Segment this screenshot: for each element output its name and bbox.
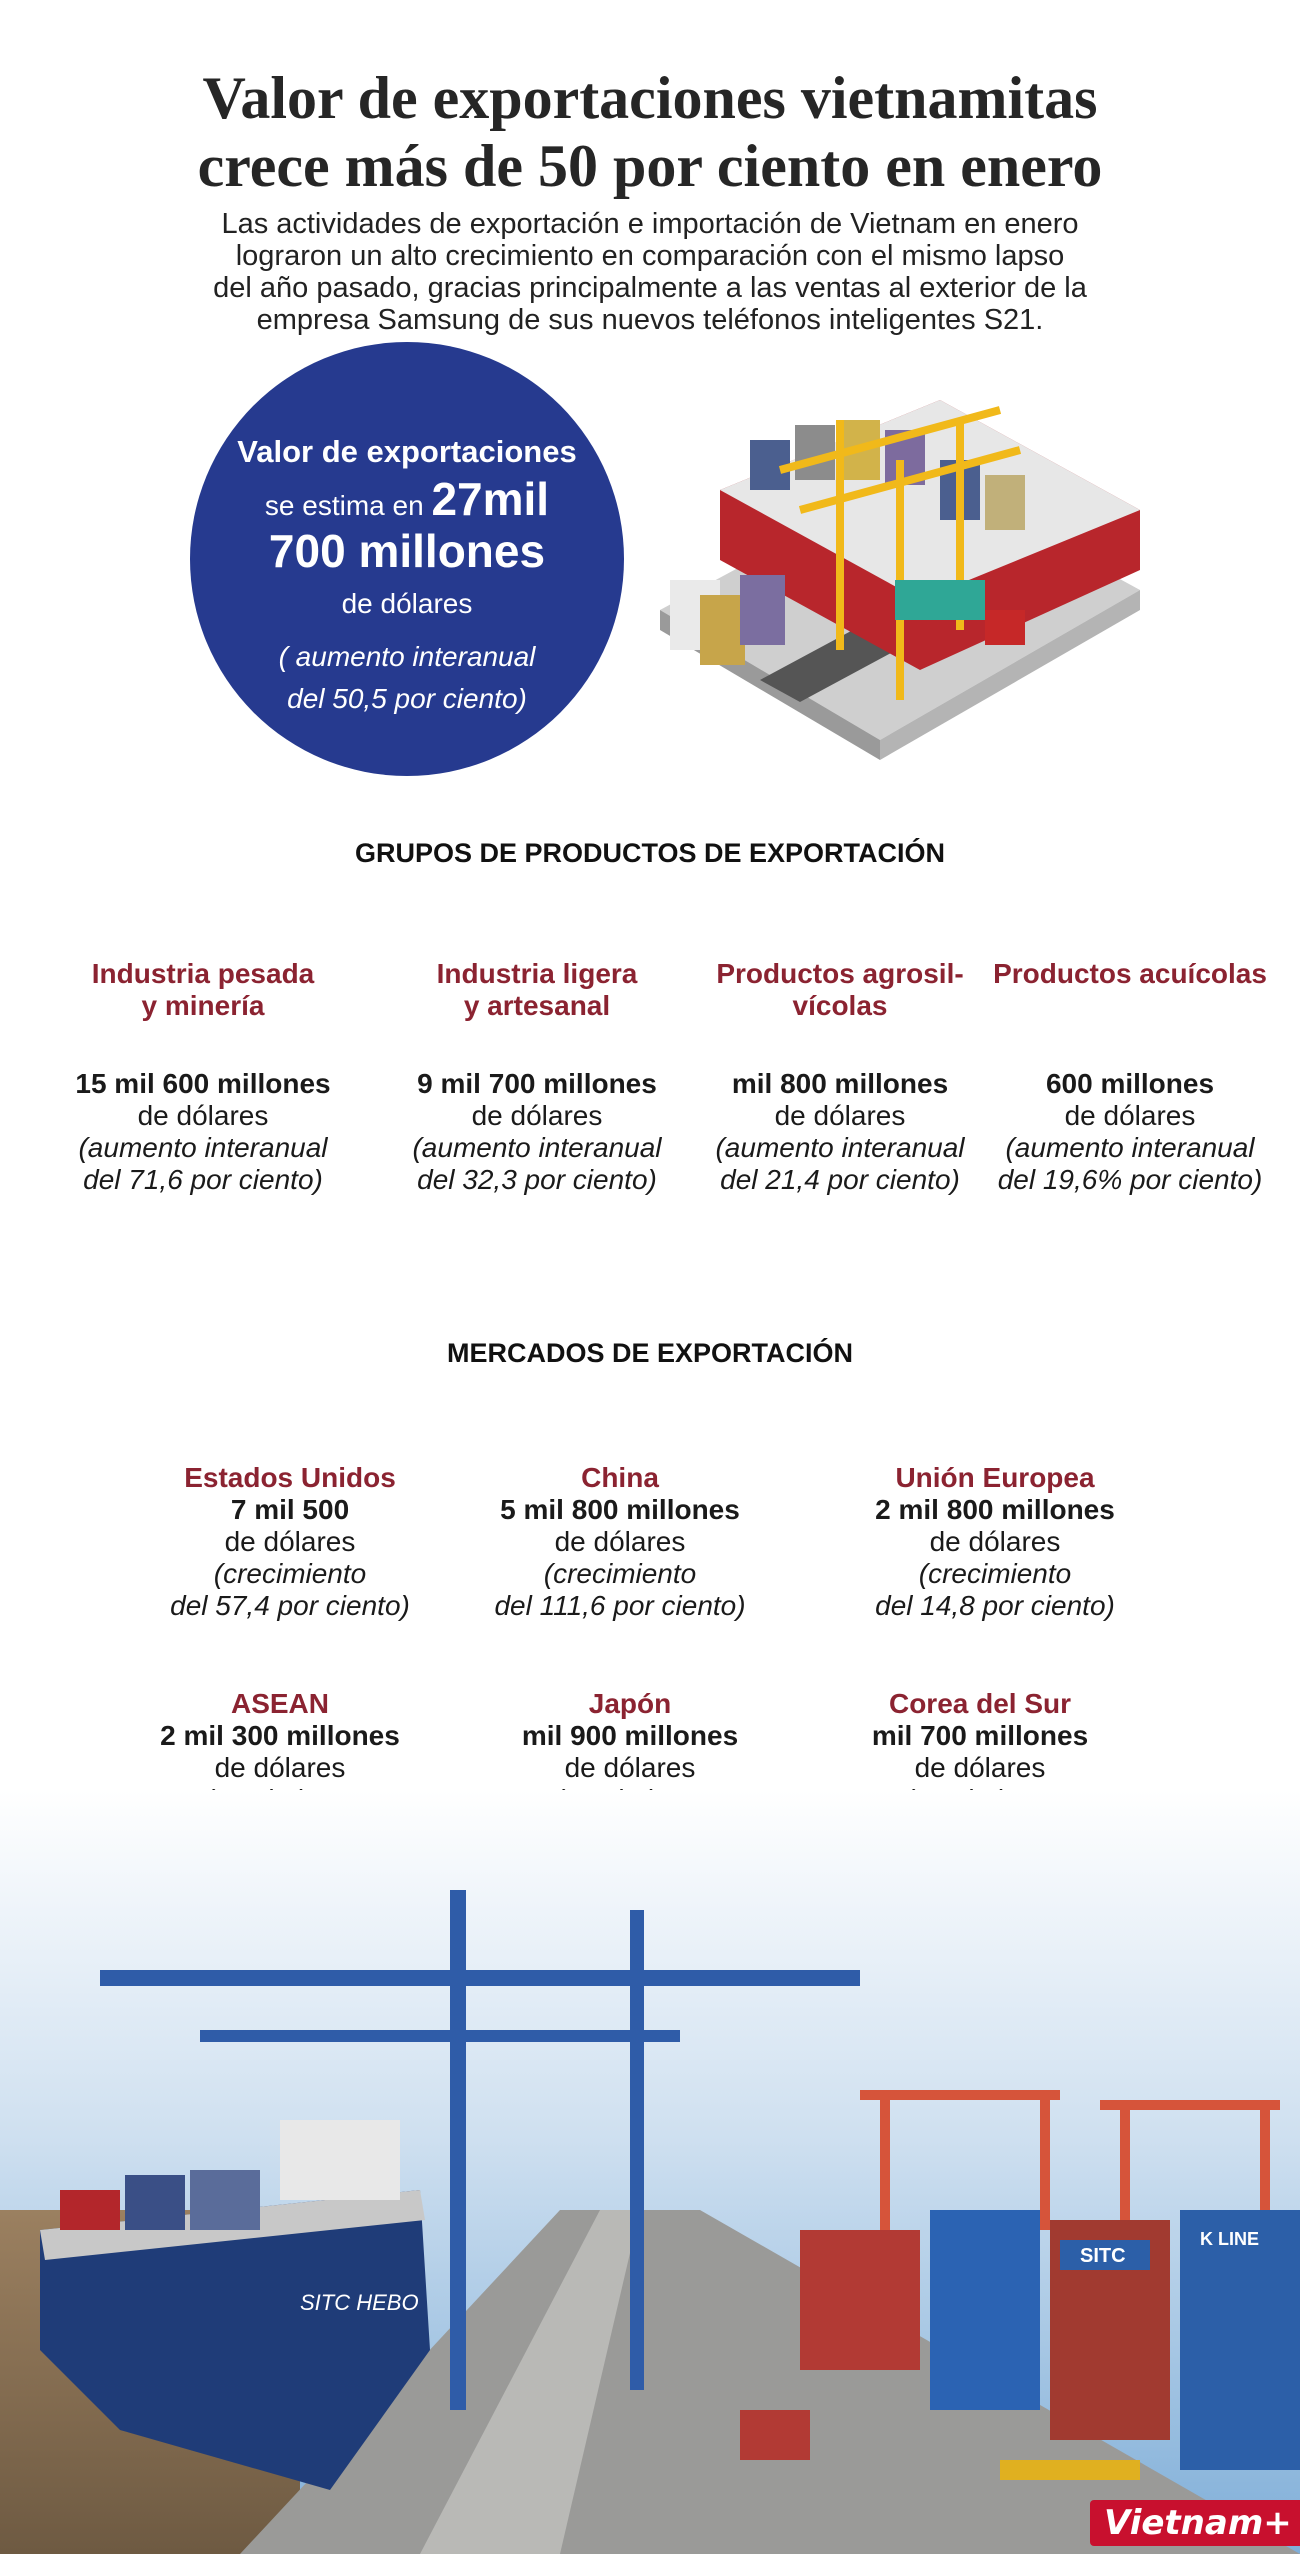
circle-line-4: de dólares — [341, 588, 473, 619]
product-name-line: y artesanal — [463, 990, 611, 1021]
market-growth-2: del 57,4 por ciento) — [170, 1590, 410, 1621]
product-growth-2: del 71,6 por ciento) — [83, 1164, 323, 1195]
product-growth-2: del 21,4 por ciento) — [720, 1164, 960, 1195]
product-name-line: vícolas — [792, 990, 888, 1021]
product-item-agroforestry — [695, 958, 985, 1196]
product-unit: de dólares — [137, 1100, 269, 1131]
market-value: 7 mil 500 — [230, 1494, 350, 1525]
circle-growth-1: ( aumento interanual — [278, 641, 536, 672]
market-unit: de dólares — [914, 1752, 1046, 1783]
intro-line: del año pasado, gracias principalmente a las ventas al exterior de la — [213, 272, 1087, 304]
market-growth-1: (crecimiento — [918, 1558, 1072, 1589]
product-growth-2: del 32,3 por ciento) — [417, 1164, 657, 1195]
product-growth-1: (aumento interanual — [412, 1132, 662, 1163]
market-value: 2 mil 800 millones — [875, 1494, 1115, 1525]
market-name: Unión Europea — [895, 1462, 1095, 1493]
market-growth-2: del 14,8 por ciento) — [875, 1590, 1115, 1621]
title-line-2: crece más de 50 por ciento en enero — [197, 133, 1103, 199]
market-growth-2: del 111,6 por ciento) — [494, 1590, 746, 1621]
port-illustration — [640, 380, 1160, 820]
product-unit: de dólares — [1064, 1100, 1196, 1131]
market-name: Estados Unidos — [184, 1462, 396, 1493]
product-name-line: Industria ligera — [436, 958, 638, 989]
market-name: China — [581, 1462, 659, 1493]
container-label-sitc: SITC — [1080, 2245, 1126, 2267]
market-growth-1: (crecimiento — [213, 1558, 367, 1589]
product-unit: de dólares — [471, 1100, 603, 1131]
product-growth-1: (aumento interanual — [78, 1132, 328, 1163]
product-value: 9 mil 700 millones — [417, 1068, 657, 1099]
circle-number: 27mil — [431, 473, 550, 525]
circle-growth — [190, 636, 624, 720]
product-unit: de dólares — [774, 1100, 906, 1131]
market-value: mil 700 millones — [871, 1720, 1089, 1751]
market-unit: de dólares — [564, 1752, 696, 1783]
market-name: Japón — [588, 1688, 672, 1719]
product-value: mil 800 millones — [731, 1068, 949, 1099]
page-title — [0, 64, 1300, 200]
market-item-usa — [125, 1462, 455, 1622]
product-name — [695, 958, 985, 1068]
product-growth-1: (aumento interanual — [715, 1132, 965, 1163]
port-photo — [0, 1790, 1300, 2554]
markets-heading: MERCADOS DE EXPORTACIÓN — [446, 1338, 854, 1368]
market-name: Corea del Sur — [888, 1688, 1072, 1719]
market-name: ASEAN — [230, 1688, 329, 1719]
ship-name-label: SITC HEBO — [300, 2290, 419, 2315]
market-growth-1: (crecimiento — [543, 1558, 697, 1589]
product-value: 15 mil 600 millones — [75, 1068, 331, 1099]
market-unit: de dólares — [224, 1526, 356, 1557]
intro-line: lograron un alto crecimiento en comparación con el mismo lapso — [235, 240, 1065, 272]
market-unit: de dólares — [554, 1526, 686, 1557]
product-name-line: y minería — [141, 990, 265, 1021]
product-name-line: Productos agrosil- — [716, 958, 964, 989]
container-label-kline: K LINE — [1200, 2229, 1260, 2249]
circle-line-1: Valor de exportaciones — [237, 434, 577, 469]
intro-line: Las actividades de exportación e importación de Vietnam en enero — [221, 208, 1079, 240]
market-unit: de dólares — [929, 1526, 1061, 1557]
product-name-line: Productos acuícolas — [993, 958, 1267, 989]
circle-prefix: se estima en — [264, 490, 432, 521]
product-item-heavy-industry — [58, 958, 348, 1196]
market-value: mil 900 millones — [521, 1720, 739, 1751]
product-name — [58, 958, 348, 1068]
intro-line: empresa Samsung de sus nuevos teléfonos inteligentes S21. — [256, 304, 1044, 336]
product-growth-1: (aumento interanual — [1005, 1132, 1255, 1163]
product-growth-2: del 19,6% por ciento) — [997, 1164, 1263, 1195]
product-item-aquaculture — [985, 958, 1275, 1196]
title-line-1: Valor de exportaciones vietnamitas — [202, 65, 1098, 131]
market-item-china — [455, 1462, 785, 1622]
circle-line-3: 700 millones — [268, 525, 546, 577]
product-name — [985, 958, 1275, 1068]
circle-line-2 — [190, 472, 624, 526]
export-value-circle — [190, 342, 624, 776]
market-item-eu — [830, 1462, 1160, 1622]
product-value: 600 millones — [1045, 1068, 1215, 1099]
vietnamplus-logo: Vietnam+ — [1090, 2500, 1300, 2546]
product-item-light-industry — [392, 958, 682, 1196]
intro-text — [150, 208, 1150, 336]
product-name — [392, 958, 682, 1068]
market-value: 5 mil 800 millones — [500, 1494, 740, 1525]
market-unit: de dólares — [214, 1752, 346, 1783]
market-value: 2 mil 300 millones — [160, 1720, 400, 1751]
circle-growth-2: del 50,5 por ciento) — [287, 683, 527, 714]
products-heading: GRUPOS DE PRODUCTOS DE EXPORTACIÓN — [354, 838, 946, 868]
product-name-line: Industria pesada — [91, 958, 315, 989]
